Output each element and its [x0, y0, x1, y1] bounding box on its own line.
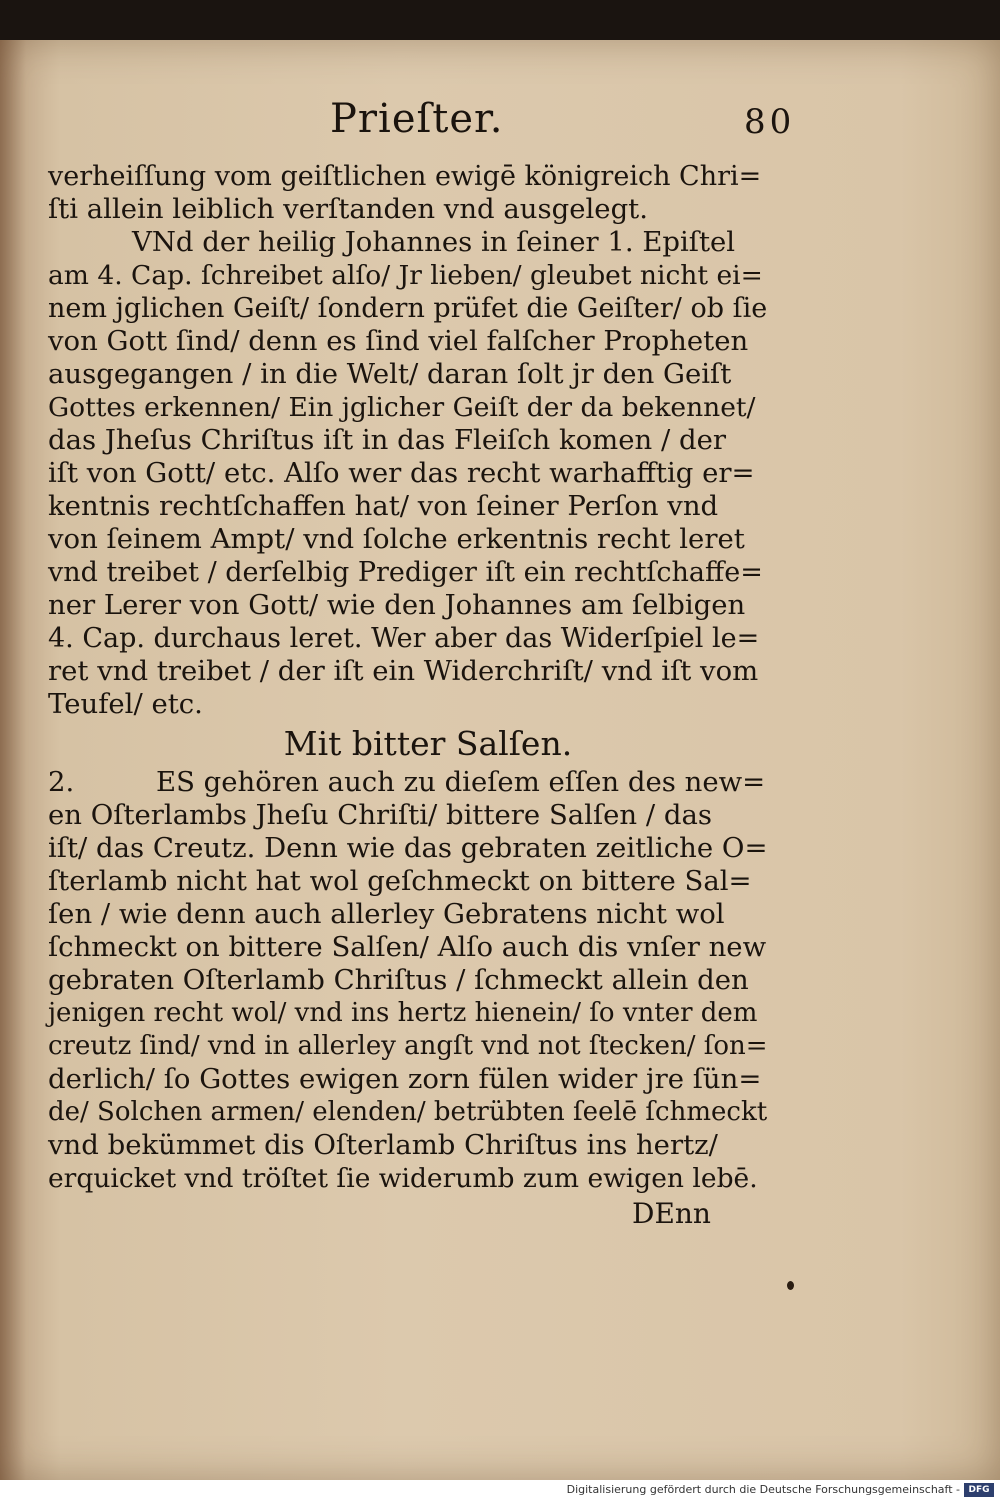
text-line: Teufel/ etc.: [48, 688, 203, 720]
text-line: derlich/ ſo Gottes ewigen zorn fülen wider jre ſün=: [48, 1063, 762, 1095]
text-line: en Oſterlambs Jheſu Chriſti/ bittere Salſen / das: [48, 799, 713, 831]
section-heading: Mit bitter Salſen.: [283, 724, 573, 763]
text-line: iſt/ das Creutz. Denn wie das gebraten zeitliche O=: [48, 832, 768, 864]
text-line: Gottes erkennen/ Ein jglicher Geiſt der da bekennet/: [48, 392, 756, 423]
text-line: das Jheſus Chriſtus iſt in das Fleiſch komen / der: [48, 424, 726, 456]
text-line: vnd bekümmet dis Oſterlamb Chriſtus ins hertz/: [48, 1129, 718, 1161]
text-line: creutz ſind/ vnd in allerley angſt vnd not ſtecken/ ſon=: [48, 1031, 768, 1061]
footer-bar: [0, 1480, 1000, 1501]
footer-credit: Digitalisierung gefördert durch die Deutsche Forschungsgemeinschaft -: [566, 1483, 960, 1496]
text-line: ret vnd treibet / der iſt ein Widerchriſt/ vnd iſt vom: [48, 655, 759, 687]
folio-number: 80: [744, 102, 796, 142]
dfg-logo: DFG: [964, 1483, 994, 1497]
text-line: vnd treibet / derſelbig Prediger iſt ein rechtſchaffe=: [48, 557, 763, 588]
text-line: gebraten Oſterlamb Chriſtus / ſchmeckt allein den: [48, 964, 749, 996]
text-line: ſen / wie denn auch allerley Gebratens nicht wol: [48, 898, 725, 930]
text-line: von Gott ſind/ denn es ſind viel falſcher Propheten: [48, 325, 749, 357]
text-line: de/ Solchen armen/ elenden/ betrübten ſeelē ſchmeckt: [48, 1097, 768, 1127]
text-line: ES gehören auch zu dieſem eſſen des new=: [156, 766, 766, 798]
text-line: erquicket vnd tröſtet ſie widerumb zum ewigen lebē.: [48, 1163, 758, 1194]
running-head-title: Prieſter.: [330, 96, 504, 142]
text-line: ſchmeckt on bittere Salſen/ Alſo auch dis vnſer new: [48, 931, 767, 963]
text-line: am 4. Cap. ſchreibet alſo/ Jr lieben/ gleubet nicht ei=: [48, 260, 763, 291]
text-line: nem jglichen Geiſt/ ſondern prüfet die Geiſter/ ob ſie: [48, 293, 768, 324]
text-line: VNd der heilig Johannes in ſeiner 1. Epiſtel: [132, 226, 736, 258]
section-number: 2.: [48, 766, 75, 798]
catchword: DEnn: [632, 1197, 711, 1230]
text-line: ſterlamb nicht hat wol geſchmeckt on bittere Sal=: [48, 865, 752, 897]
page-mark: [787, 1281, 794, 1290]
text-line: kentnis rechtſchaffen hat/ von ſeiner Perſon vnd: [48, 490, 719, 522]
text-line: iſt von Gott/ etc. Alſo wer das recht warhafftig er=: [48, 457, 755, 489]
body-text: [48, 160, 768, 1195]
running-head: [0, 90, 1000, 150]
text-line: ner Lerer von Gott/ wie den Johannes am ſelbigen: [48, 589, 746, 621]
text-line: verheiſſung vom geiſtlichen ewigē königreich Chri=: [48, 161, 762, 192]
numbered-line: [48, 766, 768, 799]
text-line: ſti allein leiblich verſtanden vnd ausgelegt.: [48, 193, 648, 225]
text-line: jenigen recht wol/ vnd ins hertz hienein/ ſo vnter dem: [48, 998, 758, 1028]
text-line: ausgegangen / in die Welt/ daran ſolt jr den Geiſt: [48, 358, 732, 390]
text-line: 4. Cap. durchaus leret. Wer aber das Widerſpiel le=: [48, 623, 760, 654]
text-line: von ſeinem Ampt/ vnd ſolche erkentnis recht leret: [48, 523, 745, 555]
